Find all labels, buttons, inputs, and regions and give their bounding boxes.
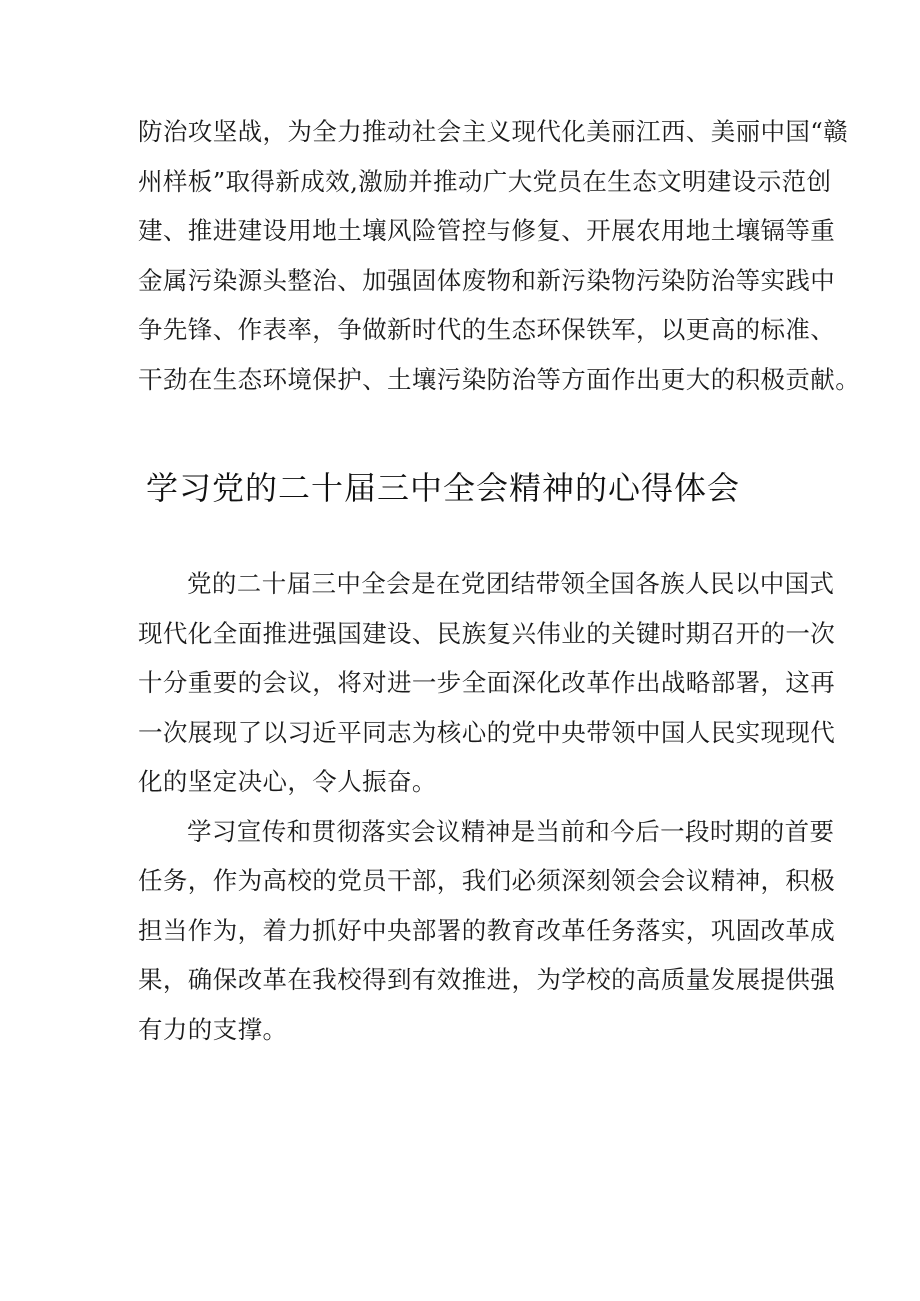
paragraph-line: 争先锋、作表率，争做新时代的生态环保铁军，以更高的标准、 [138, 315, 836, 344]
paragraph-line: 金属污染源头整治、加强固体废物和新污染物污染防治等实践中 [138, 265, 836, 295]
paragraph-line: 一次展现了以习近平同志为核心的党中央带领中国人民实现现代 [138, 717, 836, 747]
paragraph-line: 有力的支撑。 [138, 1014, 288, 1044]
section-title: 学习党的二十届三中全会精神的心得体会 [146, 469, 741, 507]
paragraph-line: 州样板”取得新成效,激励并推动广大党员在生态文明建设示范创 [138, 166, 832, 196]
paragraph-line: 干劲在生态环境保护、土壤污染防治等方面作出更大的积极贡献。 [138, 364, 861, 394]
paragraph-line: 建、推进建设用地土壤风险管控与修复、开展农用地土壤镉等重 [138, 216, 836, 245]
paragraph-2 [138, 807, 836, 1055]
paragraph-1 [138, 559, 836, 807]
section-body [138, 559, 836, 1054]
paragraph-line: 现代化全面推进强国建设、民族复兴伟业的关键时期召开的一次 [138, 618, 836, 648]
paragraph-line: 担当作为，着力抓好中央部署的教育改革任务落实，巩固改革成 [138, 915, 836, 945]
paragraph-line: 十分重要的会议，将对进一步全面深化改革作出战略部署，这再 [138, 668, 836, 697]
paragraph-line: 任务，作为高校的党员干部，我们必须深刻领会会议精神，积极 [138, 866, 836, 895]
paragraph-line: 化的坚定决心，令人振奋。 [138, 767, 437, 796]
paragraph-line: 防治攻坚战，为全力推动社会主义现代化美丽江西、美丽中国“赣 [138, 117, 849, 146]
continuation-paragraph [138, 107, 861, 404]
paragraph-line: 学习宣传和贯彻落实会议精神是当前和今后一段时期的首要 [187, 816, 835, 846]
paragraph-line: 果，确保改革在我校得到有效推进，为学校的高质量发展提供强 [138, 965, 836, 994]
paragraph-line: 党的二十届三中全会是在党团结带领全国各族人民以中国式 [187, 569, 835, 598]
